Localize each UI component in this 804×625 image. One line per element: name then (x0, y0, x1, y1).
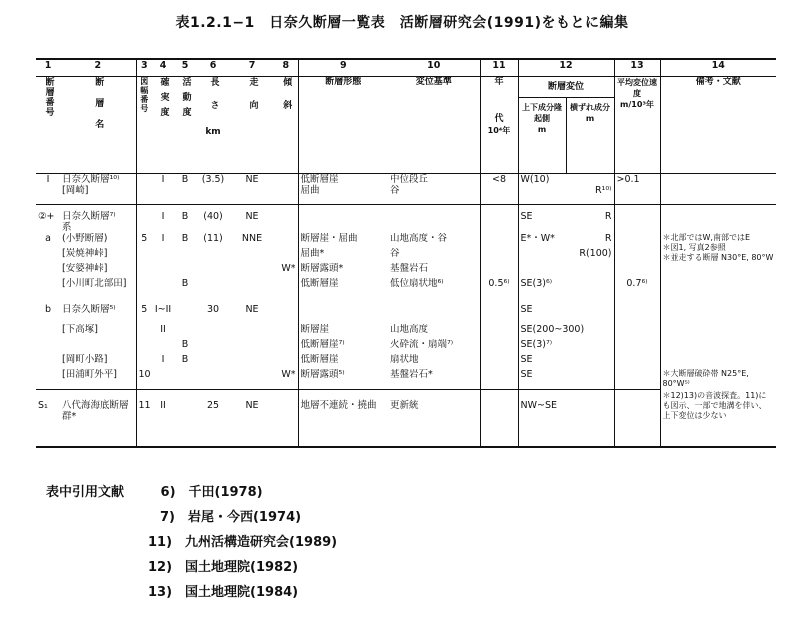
cell (614, 354, 660, 369)
cell (230, 354, 274, 369)
cell: 日奈久断層¹⁰⁾ [岡崎] (60, 174, 136, 205)
table-row (36, 233, 776, 248)
cell: S₁ (36, 389, 60, 447)
cell (660, 304, 776, 324)
cell: R(100) (518, 248, 614, 263)
col-num-12: 12 (518, 59, 614, 77)
cell: 5 (136, 233, 152, 248)
reference-list (46, 480, 337, 605)
cell: ②+ (38, 211, 55, 222)
cell: II (160, 324, 166, 335)
cell: W* (281, 263, 296, 274)
cell: ＊12)13)の音波探査。11)にも図示、一部で地溝を伴い、上下変位は少ない (660, 389, 776, 447)
reference-item: 7) 岩尾・今西(1974) (160, 510, 302, 525)
header-fault-name: 断層名 (60, 77, 136, 174)
cell: 断層崖・屈曲 (298, 233, 388, 248)
cell (660, 324, 776, 339)
table-row (36, 354, 776, 369)
cell: 25 (196, 389, 230, 447)
header-fault-number: 断層番号 (36, 77, 60, 174)
cell (60, 339, 136, 354)
cell (480, 248, 518, 263)
cell (660, 174, 776, 205)
cell (388, 205, 480, 234)
cell: 八代海海底断層群* (60, 389, 136, 447)
cell: SE (518, 304, 614, 324)
cell (36, 324, 60, 339)
cell: 10 (136, 369, 152, 389)
table-row (36, 278, 776, 304)
page-title: 表1.2.1−1 日奈久断層一覧表 活断層研究会(1991)をもとに編集 (175, 15, 629, 31)
header-certainty: 確実度 (152, 77, 174, 174)
cell: <8 (480, 174, 518, 205)
reference-heading: 表中引用文献 (46, 485, 125, 500)
cell (518, 263, 614, 278)
cell: 低位扇状地⁶⁾ (390, 278, 444, 289)
cell (274, 174, 298, 205)
header-age: 年 代 10⁴年 (480, 77, 518, 174)
cell (36, 339, 60, 354)
header-slip-rate: 平均変位速度 m/10³年 (614, 77, 660, 174)
cell (614, 205, 660, 234)
reference-item: 11) 九州活構造研究会(1989) (148, 535, 338, 550)
cell (136, 278, 152, 304)
cell (480, 354, 518, 369)
header-remarks: 備考・文献 (660, 77, 776, 174)
cell: B (181, 211, 189, 222)
cell: E*・W* R (518, 233, 614, 248)
cell (274, 248, 298, 263)
cell (614, 304, 660, 324)
cell (614, 389, 660, 447)
header-activity: 活動度 (174, 77, 196, 174)
header-fault-displacement: 断層変位 上下成分隆起側 m 横ずれ成分 m (518, 77, 614, 174)
cell (274, 233, 298, 248)
cell (388, 304, 480, 324)
cell: [田浦町外平] (60, 369, 136, 389)
col-num-13: 13 (614, 59, 660, 77)
col-num-11: 11 (480, 59, 518, 77)
cell (196, 354, 230, 369)
cell: ＊北部ではW,南部ではE ＊図1, 写真2参照 ＊並走する断層 N30°E, 80°W (660, 233, 776, 278)
cell (230, 263, 274, 278)
cell (274, 354, 298, 369)
cell: [炭焼神峠] (62, 248, 108, 259)
cell (480, 233, 518, 248)
header-displacement-ref: 変位基準 (388, 77, 480, 174)
table-row (36, 304, 776, 324)
cell: 火砕流・扇端⁷⁾ (390, 339, 454, 350)
cell (136, 205, 152, 234)
col-num-1: 1 (36, 59, 60, 77)
cell: B (174, 174, 196, 205)
cell: 断層露頭⁵⁾ (298, 369, 388, 389)
cell: W* (274, 369, 298, 389)
cell: 谷 (390, 248, 400, 259)
header-row (36, 77, 776, 174)
cell (274, 278, 298, 304)
cell (660, 339, 776, 354)
cell (36, 263, 60, 278)
cell: 低断層崖⁷⁾ (298, 339, 388, 354)
col-num-4: 4 (152, 59, 174, 77)
cell (660, 205, 776, 234)
cell: I (161, 233, 165, 244)
cell: 基盤岩石 (390, 263, 429, 274)
cell: 低断層崖 屈曲 (298, 174, 388, 205)
cell: (40) (203, 211, 223, 222)
cell (298, 205, 388, 234)
cell: SE(3)⁷⁾ (518, 339, 614, 354)
cell (36, 369, 60, 389)
cell: NE (245, 211, 259, 222)
cell (196, 263, 230, 278)
table-row (36, 339, 776, 354)
cell: 低断層崖 (298, 354, 388, 369)
cell: 日奈久断層⁷⁾ 系 (62, 211, 116, 233)
col-num-14: 14 (660, 59, 776, 77)
reference-item: 13) 国土地理院(1984) (148, 585, 299, 600)
cell: (11) (203, 233, 223, 244)
reference-item: 6) 千田(1978) (160, 485, 263, 500)
col-num-6: 6 (196, 59, 230, 77)
cell (480, 324, 518, 339)
cell: I (161, 354, 165, 365)
cell: 0.5⁶⁾ (480, 278, 518, 304)
cell (36, 248, 60, 263)
cell: 30 (206, 304, 220, 315)
cell (36, 278, 60, 304)
cell: B (181, 233, 189, 244)
cell: SE(200~300) (518, 324, 614, 339)
cell (36, 354, 60, 369)
cell: NE (230, 389, 274, 447)
header-strike-slip-component: 横ずれ成分 m (570, 103, 610, 123)
cell: 山地高度 (390, 324, 429, 335)
cell (480, 304, 518, 324)
cell: B (181, 354, 189, 365)
cell: II (152, 389, 174, 447)
cell (152, 369, 174, 389)
cell (136, 339, 152, 354)
cell (196, 369, 230, 389)
cell: 地層不連続・撓曲 (298, 389, 388, 447)
header-fault-form: 断層形態 (298, 77, 388, 174)
fault-table (36, 58, 776, 448)
cell: 低断層崖 (298, 278, 388, 304)
cell (274, 389, 298, 447)
cell: >0.1 (614, 174, 660, 205)
cell (196, 339, 230, 354)
cell: I (36, 174, 60, 205)
cell: SE(3)⁶⁾ (518, 278, 614, 304)
header-map-number: 図幅番号 (136, 77, 152, 174)
cell (196, 248, 230, 263)
cell (230, 339, 274, 354)
cell: 11 (136, 389, 152, 447)
cell (480, 205, 518, 234)
header-length: 長さ km (196, 77, 230, 174)
cell (614, 248, 660, 263)
cell (614, 369, 660, 389)
cell: 0.7⁶⁾ (614, 278, 660, 304)
cell (614, 339, 660, 354)
cell: SE (518, 369, 614, 389)
cell (174, 324, 196, 339)
cell: NW~SE (518, 389, 614, 447)
cell: [下高塚] (62, 324, 98, 335)
cell (660, 278, 776, 304)
cell: 扇状地 (390, 354, 419, 365)
cell (174, 263, 196, 278)
cell (174, 389, 196, 447)
cell (298, 304, 388, 324)
cell (136, 248, 152, 263)
cell: (3.5) (196, 174, 230, 205)
cell (152, 339, 174, 354)
cell (196, 324, 230, 339)
cell (230, 369, 274, 389)
cell: 断層露頭* (298, 263, 388, 278)
cell (152, 278, 174, 304)
cell (152, 248, 174, 263)
cell (480, 369, 518, 389)
cell (174, 369, 196, 389)
cell (196, 278, 230, 304)
cell: I~II (154, 304, 172, 315)
cell (480, 389, 518, 447)
cell: 中位段丘 谷 (388, 174, 480, 205)
cell: 日奈久断層⁵⁾ (62, 304, 116, 315)
cell: NNE (241, 233, 263, 244)
cell: [安婆神峠] (62, 263, 108, 274)
cell (274, 205, 298, 234)
cell (230, 248, 274, 263)
cell: NE (230, 174, 274, 205)
cell: (小野断層) (62, 233, 108, 244)
col-num-2: 2 (60, 59, 136, 77)
table-row (36, 324, 776, 339)
cell: b (44, 304, 52, 315)
col-num-3: 3 (136, 59, 152, 77)
col-num-5: 5 (174, 59, 196, 77)
cell: SE R (518, 205, 614, 234)
header-dip: 傾斜 (274, 77, 298, 174)
cell: 山地高度・谷 (390, 233, 448, 244)
col-num-7: 7 (230, 59, 274, 77)
cell: I (152, 174, 174, 205)
cell (174, 304, 196, 324)
header-vertical-component: 上下成分隆起側 m (519, 98, 567, 173)
cell (174, 248, 196, 263)
cell (274, 339, 298, 354)
column-number-row (36, 59, 776, 77)
cell: ＊大断層破砕帯 N25°E, 80°W⁵⁾ (660, 354, 776, 389)
cell: a (45, 233, 51, 244)
cell (230, 324, 274, 339)
col-num-8: 8 (274, 59, 298, 77)
cell (480, 263, 518, 278)
cell: [岡町小路] (62, 354, 108, 365)
cell (274, 304, 298, 324)
table-row (36, 205, 776, 234)
table-row (36, 174, 776, 205)
cell (614, 324, 660, 339)
cell (614, 233, 660, 248)
col-num-9: 9 (298, 59, 388, 77)
col-num-10: 10 (388, 59, 480, 77)
cell (152, 263, 174, 278)
table-row (36, 389, 776, 447)
cell (614, 263, 660, 278)
cell (230, 278, 274, 304)
cell: 屈曲* (298, 248, 388, 263)
cell (136, 354, 152, 369)
cell (136, 263, 152, 278)
cell (274, 324, 298, 339)
cell (480, 339, 518, 354)
cell: 5 (136, 304, 152, 324)
cell: 更新統 (388, 389, 480, 447)
cell: NE (245, 304, 259, 315)
cell (136, 174, 152, 205)
cell: 断層崖 (298, 324, 388, 339)
header-strike: 走向 (230, 77, 274, 174)
cell: B (181, 278, 189, 289)
cell (136, 324, 152, 339)
cell: SE (518, 354, 614, 369)
reference-item: 12) 国土地理院(1982) (148, 560, 299, 575)
cell: 基盤岩石* (388, 369, 480, 389)
cell: I (161, 211, 165, 222)
cell: B (181, 339, 189, 350)
cell: W(10) R¹⁰⁾ (518, 174, 614, 205)
cell: [小川町北部田] (62, 278, 127, 289)
